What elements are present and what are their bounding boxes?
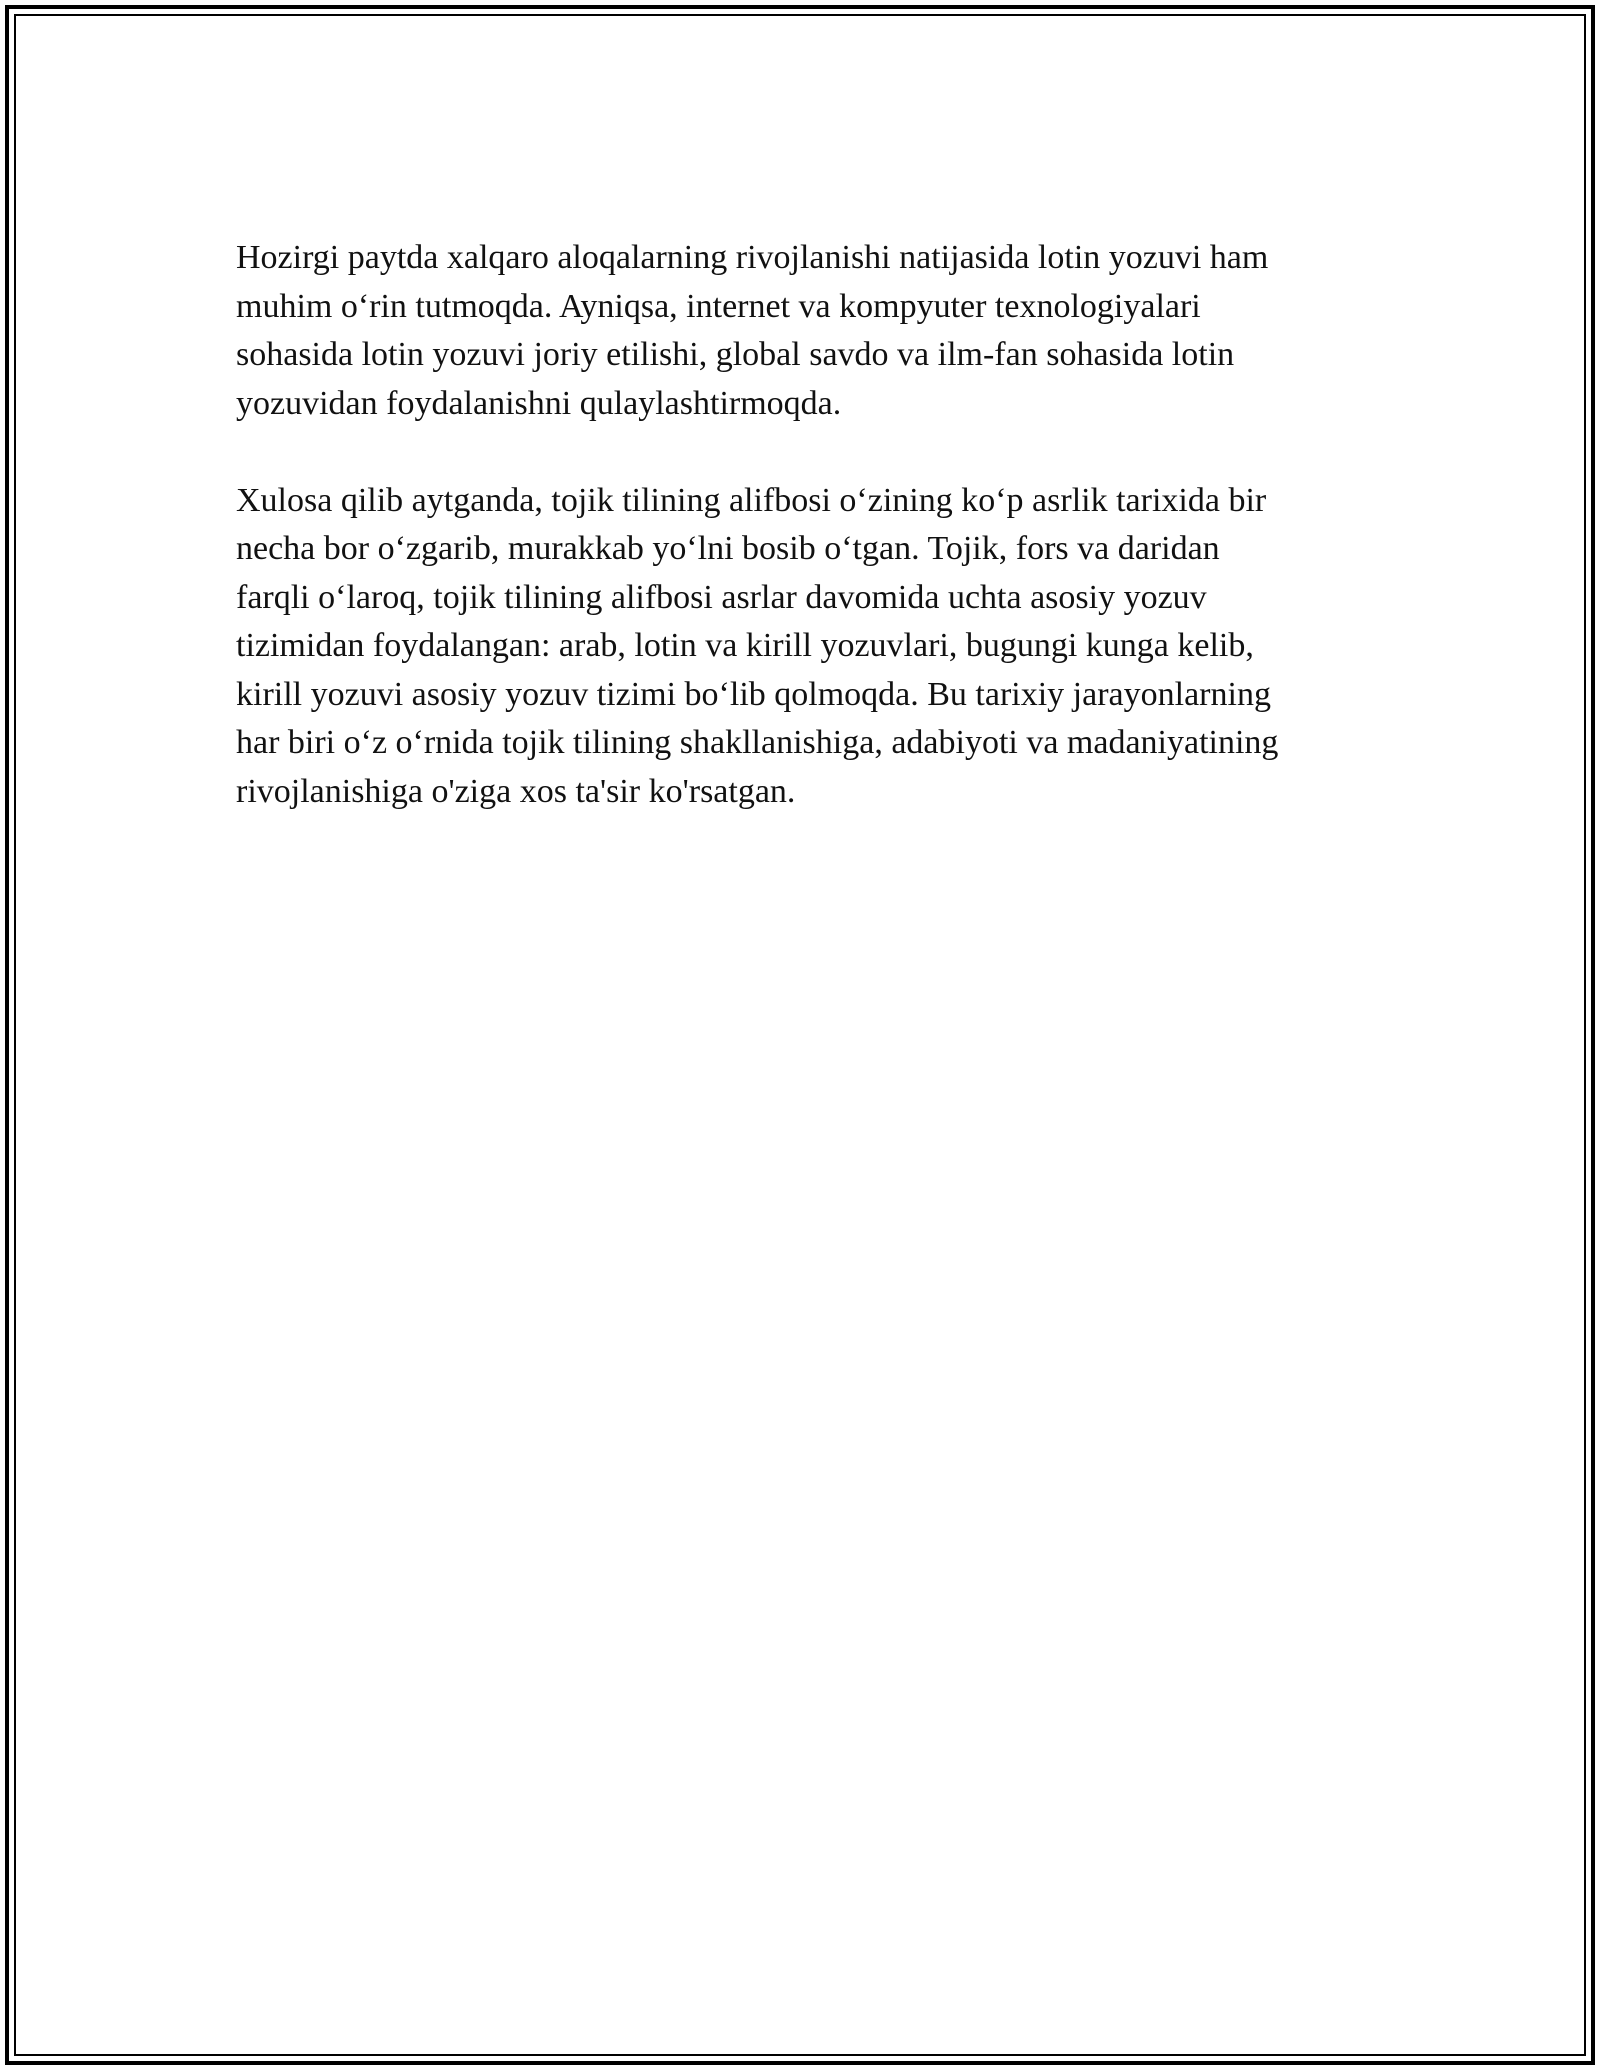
paragraph-conclusion: Xulosa qilib aytganda, tojik tilining alifbosi o‘zining ko‘p asrlik tarixida bir necha bor o‘zgarib, murakkab yo‘lni bosib o‘tgan. Tojik, fors va daridan farqli o‘laroq, tojik tilining alifbosi asrlar davomida uchta asosiy yozuv tizimidan foydalangan: arab, lotin va kirill yozuvlari, bugungi kunga kelib, kirill yozuvi asosiy yozuv tizimi bo‘lib qolmoqda. Bu tarixiy jarayonlarning har biri o‘z o‘rnida tojik tilining shakllanishiga, adabiyoti va madaniyatining rivojlanishiga o'ziga xos ta'sir ko'rsatgan. [236, 481, 1279, 810]
document-body [236, 234, 1396, 865]
paragraph-latin-script: Hozirgi paytda xalqaro aloqalarning rivojlanishi natijasida lotin yozuvi ham muhim o‘rin tutmoqda. Ayniqsa, internet va kompyuter texnologiyalari sohasida lotin yozuvi joriy etilishi, global savdo va ilm-fan sohasida lotin yozuvidan foydalanishni qulaylashtirmoqda. [236, 239, 1269, 422]
